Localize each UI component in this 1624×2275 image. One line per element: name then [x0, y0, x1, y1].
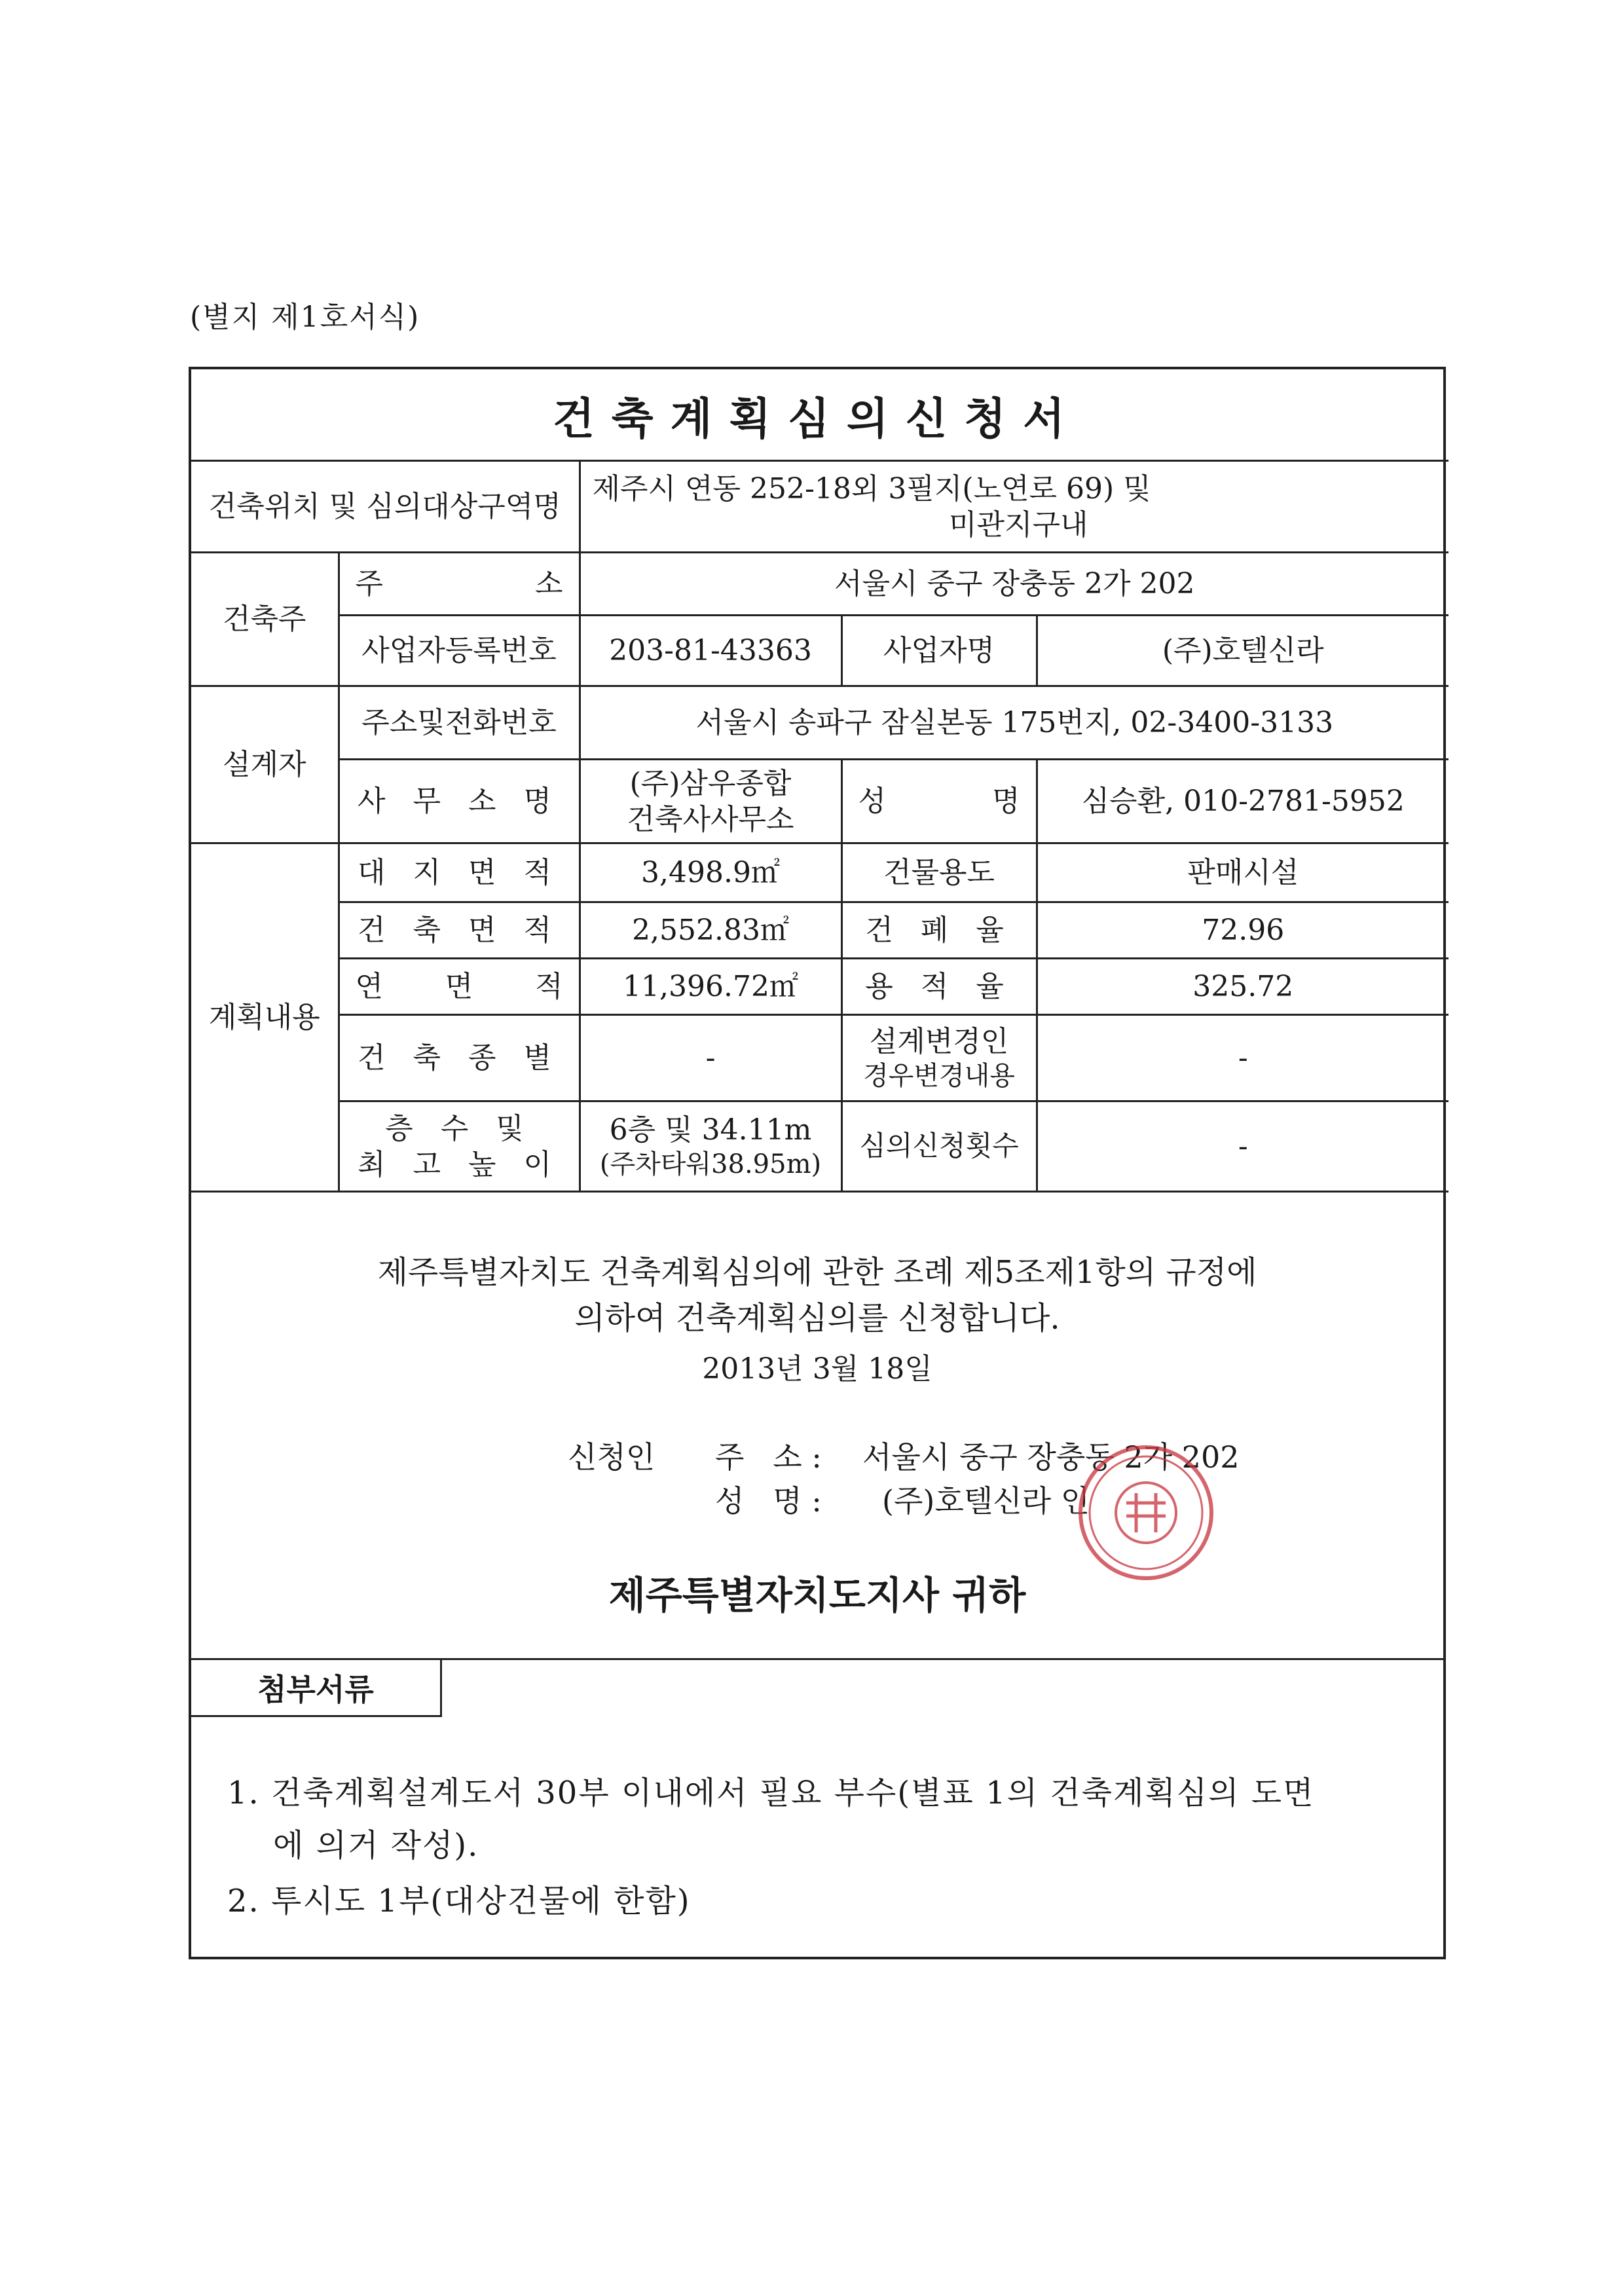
building-area-label: 건 축 면 적	[339, 902, 580, 959]
statement-line1: 제주특별자치도 건축계획심의에 관한 조례 제5조제1항의 규정에	[377, 1254, 1257, 1291]
attachment-item-1-cont: 에 의거 작성).	[273, 1827, 479, 1864]
location-row	[191, 461, 1449, 553]
review-count-label: 심의신청횟수	[841, 1101, 1037, 1192]
applicant-name-value: (주)호텔신라 인	[882, 1483, 1090, 1519]
type-value: -	[580, 1015, 841, 1101]
designer-name-label: 성 명	[841, 760, 1037, 843]
review-count-value: -	[1037, 1101, 1449, 1192]
owner-reg-value: 203-81-43363	[580, 616, 841, 686]
form-label: (별지 제1호서식)	[190, 301, 420, 334]
plan-floors-row	[191, 1101, 1449, 1192]
designer-label: 설계자	[191, 686, 339, 843]
plan-type-row	[191, 1015, 1449, 1101]
owner-address-row	[191, 553, 1449, 616]
attachment-item-2: 2. 투시도 1부(대상건물에 한함)	[227, 1883, 691, 1919]
use-value: 판매시설	[1037, 843, 1449, 902]
location-label: 건축위치 및 심의대상구역명	[191, 461, 580, 553]
attachments-header: 첨부서류	[191, 1658, 442, 1717]
floors-value: 6층 및 34.11m (주차타워38.95m)	[580, 1101, 841, 1192]
applicant-address-label: 주 소 :	[715, 1439, 822, 1475]
use-label: 건물용도	[841, 843, 1037, 902]
change-label: 설계변경인 경우변경내용	[841, 1015, 1037, 1101]
owner-reg-row	[191, 616, 1449, 686]
attachment-item-1: 1. 건축계획설계도서 30부 이내에서 필요 부수(별표 1의 건축계획심의 도면	[227, 1775, 1315, 1811]
designer-contact-label: 주소및전화번호	[339, 686, 580, 760]
plan-site-row	[191, 843, 1449, 902]
floors-label: 층 수 및 최 고 높 이	[339, 1101, 580, 1192]
applicant-address-value: 서울시 중구 장충동 2가 202	[862, 1439, 1240, 1475]
coverage-value: 72.96	[1037, 902, 1449, 959]
application-form	[189, 367, 1446, 1959]
plan-floor-area-row	[191, 959, 1449, 1015]
owner-biz-value: (주)호텔신라	[1037, 616, 1449, 686]
owner-address-label: 주 소	[339, 553, 580, 616]
change-value: -	[1037, 1015, 1449, 1101]
designer-name-value: 심승환, 010-2781-5952	[1037, 760, 1449, 843]
far-label: 용 적 율	[841, 959, 1037, 1015]
applicant-name-label: 성 명 :	[715, 1483, 822, 1519]
designer-office-row	[191, 760, 1449, 843]
location-value: 제주시 연동 252-18외 3필지(노연로 69) 및 미관지구내	[580, 461, 1449, 553]
floor-area-label: 연 면 적	[339, 959, 580, 1015]
designer-contact-row	[191, 686, 1449, 760]
owner-biz-label: 사업자명	[841, 616, 1037, 686]
coverage-label: 건 폐 율	[841, 902, 1037, 959]
form-title: 건축계획심의신청서	[191, 369, 1443, 462]
statement-line2: 의하여 건축계획심의를 신청합니다.	[574, 1300, 1060, 1337]
owner-reg-label: 사업자등록번호	[339, 616, 580, 686]
form-table	[191, 460, 1449, 1193]
site-area-value: 3,498.9㎡	[580, 843, 841, 902]
designer-contact-value: 서울시 송파구 잠실본동 175번지, 02-3400-3133	[580, 686, 1449, 760]
type-label: 건 축 종 별	[339, 1015, 580, 1101]
site-area-label: 대 지 면 적	[339, 843, 580, 902]
designer-office-value: (주)삼우종합 건축사사무소	[580, 760, 841, 843]
plan-label: 계획내용	[191, 843, 339, 1192]
designer-office-label: 사 무 소 명	[339, 760, 580, 843]
addressee: 제주특별자치도지사 귀하	[608, 1573, 1026, 1618]
far-value: 325.72	[1037, 959, 1449, 1015]
owner-address-value: 서울시 중구 장충동 2가 202	[580, 553, 1449, 616]
statement-date: 2013년 3월 18일	[702, 1352, 932, 1386]
applicant-label: 신청인	[568, 1439, 655, 1475]
floor-area-value: 11,396.72㎡	[580, 959, 841, 1015]
building-area-value: 2,552.83㎡	[580, 902, 841, 959]
company-seal-icon	[1074, 1441, 1218, 1585]
plan-building-row	[191, 902, 1449, 959]
owner-label: 건축주	[191, 553, 339, 686]
